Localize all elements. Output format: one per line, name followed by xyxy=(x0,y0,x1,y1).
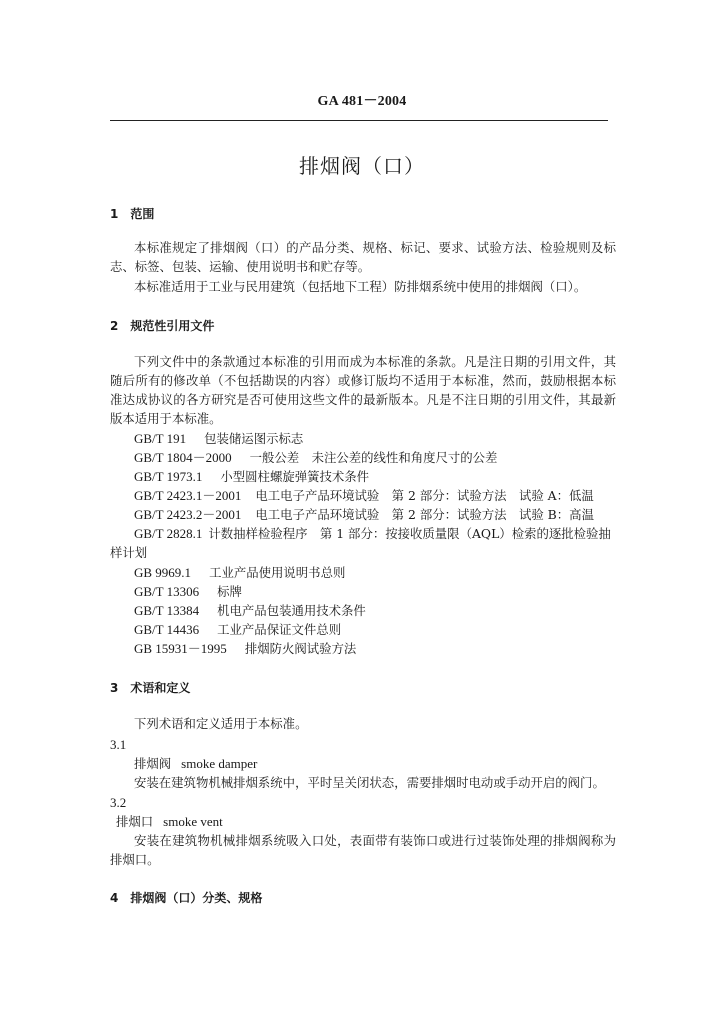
reference-code: GB/T 2423.2－2001 xyxy=(134,507,242,522)
reference-code: GB/T 191 xyxy=(134,431,187,446)
reference-item xyxy=(134,431,640,447)
reference-code: GB/T 1804－2000 xyxy=(134,450,232,465)
section-1-para-1-line-2: 志、标签、包装、运输、使用说明书和贮存等。 xyxy=(110,259,371,274)
reference-code: GB/T 14436 xyxy=(134,622,200,637)
reference-code: GB/T 2423.1－2001 xyxy=(134,488,242,503)
term-name: 排烟阀 xyxy=(134,756,172,771)
reference-item xyxy=(134,507,640,523)
reference-title: 一般公差 未注公差的线性和角度尺寸的公差 xyxy=(249,450,498,465)
reference-code: GB/T 2828.1 xyxy=(134,526,203,541)
term-definition-line-1: 安装在建筑物机械排烟系统吸入口处，表面带有装饰口或进行过装饰处理的排烟阀称为 xyxy=(134,833,616,848)
reference-item xyxy=(134,622,640,638)
term-name: 排烟口 xyxy=(116,814,154,829)
term-heading xyxy=(134,756,640,772)
standard-code-header: GA 481－2004 xyxy=(317,94,407,109)
section-1-para-1-line-1: 本标准规定了排烟阀（口）的产品分类、规格、标记、要求、试验方法、检验规则及标 xyxy=(134,240,616,255)
term-english: smoke damper xyxy=(181,756,258,771)
section-2-para-line-3: 准达成协议的各方研究是否可使用这些文件的最新版本。凡是不注日期的引用文件，其最新 xyxy=(110,392,616,407)
reference-item xyxy=(134,450,640,466)
reference-code: GB/T 13384 xyxy=(134,603,200,618)
section-2-para-line-2: 随后所有的修改单（不包括勘误的内容）或修订版均不适用于本标准，然而，鼓励根据本标 xyxy=(110,373,616,388)
reference-title: 小型圆柱螺旋弹簧技术条件 xyxy=(220,469,370,484)
reference-title: 机电产品包装通用技术条件 xyxy=(217,603,366,618)
section-3-intro: 下列术语和定义适用于本标准。 xyxy=(134,716,308,731)
term-number: 3.1 xyxy=(110,737,127,752)
reference-title: 包装储运图示标志 xyxy=(204,431,304,446)
reference-code: GB/T 13306 xyxy=(134,584,200,599)
term-number: 3.2 xyxy=(110,795,127,810)
reference-item xyxy=(134,526,640,542)
section-2-para-line-4: 版本适用于本标准。 xyxy=(110,411,222,426)
term-definition-line-2: 排烟口。 xyxy=(110,852,160,867)
reference-title: 排烟防火阀试验方法 xyxy=(244,641,357,656)
section-1-para-2: 本标准适用于工业与民用建筑（包括地下工程）防排烟系统中使用的排烟阀（口）。 xyxy=(134,279,587,294)
header-rule xyxy=(110,120,608,121)
document-title: 排烟阀（口） xyxy=(299,154,425,178)
reference-item xyxy=(134,584,640,600)
term-definition: 安装在建筑物机械排烟系统中，平时呈关闭状态，需要排烟时电动或手动开启的阀门。 xyxy=(134,775,605,790)
reference-code: GB/T 1973.1 xyxy=(134,469,203,484)
reference-title: 标牌 xyxy=(217,584,242,599)
reference-item xyxy=(134,641,640,657)
reference-title: 电工电子产品环境试验 第 2 部分：试验方法 试验 A：低温 xyxy=(255,488,594,503)
reference-code: GB 9969.1 xyxy=(134,565,192,580)
section-2-heading: 2 规范性引用文件 xyxy=(110,319,215,333)
section-4-heading: 4 排烟阀（口）分类、规格 xyxy=(110,891,263,905)
reference-item xyxy=(134,565,640,581)
term-english: smoke vent xyxy=(163,814,223,829)
term-heading xyxy=(116,814,622,830)
section-1-heading: 1 范围 xyxy=(110,207,155,221)
reference-item-continuation: 样计划 xyxy=(110,545,148,560)
reference-title: 电工电子产品环境试验 第 2 部分：试验方法 试验 B：高温 xyxy=(255,507,594,522)
reference-item xyxy=(134,488,640,504)
reference-title: 工业产品保证文件总则 xyxy=(217,622,342,637)
section-3-heading: 3 术语和定义 xyxy=(110,681,191,695)
reference-item xyxy=(134,469,640,485)
section-2-para-line-1: 下列文件中的条款通过本标准的引用而成为本标准的条款。凡是注日期的引用文件，其 xyxy=(134,354,616,369)
reference-item xyxy=(134,603,640,619)
reference-code: GB 15931－1995 xyxy=(134,641,227,656)
reference-title: 计数抽样检验程序 第 1 部分：按接收质量限（AQL）检索的逐批检验抽 xyxy=(208,526,611,541)
reference-title: 工业产品使用说明书总则 xyxy=(209,565,346,580)
